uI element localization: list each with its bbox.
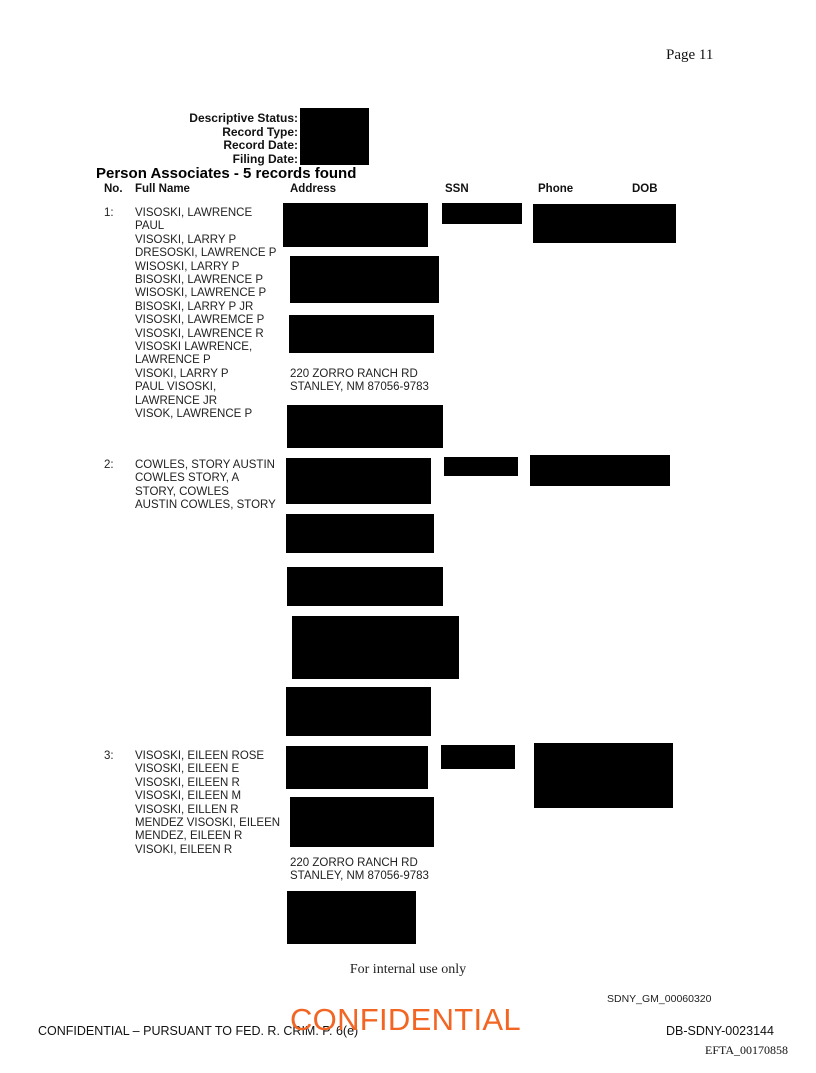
name-entry: WISOSKI, LARRY P bbox=[135, 260, 240, 273]
name-entry: AUSTIN COWLES, STORY bbox=[135, 499, 276, 512]
name-entry: BISOSKI, LAWRENCE P bbox=[135, 274, 264, 287]
name-entry: STORY, COWLES bbox=[135, 485, 229, 498]
name-entry: MENDEZ VISOSKI, EILEEN bbox=[135, 817, 281, 830]
internal-use-note: For internal use only bbox=[349, 962, 467, 977]
redaction-block bbox=[534, 743, 673, 808]
address-line: STANLEY, NM 87056-9783 bbox=[290, 870, 429, 883]
name-entry: LAWRENCE JR bbox=[135, 394, 217, 407]
redaction-block bbox=[441, 745, 515, 769]
redaction-block bbox=[286, 746, 428, 789]
name-entry: VISOSKI LAWRENCE, bbox=[135, 341, 253, 354]
redaction-block bbox=[286, 687, 431, 736]
address-line: 220 ZORRO RANCH RD bbox=[290, 368, 418, 380]
name-entry: VISOSKI, EILEEN R bbox=[135, 776, 240, 789]
name-entry: VISOSKI, LAWRENCE R bbox=[135, 327, 264, 340]
name-entry: VISOSKI, EILLEN R bbox=[135, 803, 239, 816]
redaction-block bbox=[442, 203, 522, 224]
record-metadata-labels bbox=[150, 112, 298, 166]
record-date-label: Record Date: bbox=[223, 138, 298, 152]
redaction-block bbox=[290, 256, 439, 303]
name-entry: PAUL VISOSKI, bbox=[135, 381, 217, 394]
redaction-block bbox=[283, 203, 428, 247]
redaction-block bbox=[287, 567, 443, 606]
redaction-block bbox=[286, 514, 434, 553]
name-entry: VISOSKI, EILEEN E bbox=[135, 763, 240, 776]
name-entry: PAUL bbox=[135, 220, 165, 233]
redaction-block bbox=[444, 457, 518, 476]
record-address bbox=[290, 857, 429, 884]
record-names bbox=[135, 459, 276, 513]
name-entry: VISOSKI, LAWRENCE bbox=[135, 207, 253, 219]
name-entry: WISOSKI, LAWRENCE P bbox=[135, 287, 267, 300]
name-entry: VISOSKI, LAWREMCE P bbox=[135, 314, 265, 327]
name-entry: VISOSKI, LARRY P bbox=[135, 233, 237, 246]
name-entry: COWLES STORY, A bbox=[135, 472, 240, 485]
name-entry: VISOKI, EILEEN R bbox=[135, 843, 233, 856]
redaction-block bbox=[286, 458, 431, 504]
efta-number: EFTA_00170858 bbox=[705, 1043, 789, 1057]
record-number: 3: bbox=[104, 750, 114, 762]
redaction-block bbox=[289, 315, 434, 353]
confidential-stamp: CONFIDENTIAL bbox=[290, 1002, 521, 1037]
column-header-ssn: SSN bbox=[445, 183, 469, 195]
record-address bbox=[290, 368, 429, 395]
redaction-block bbox=[292, 616, 459, 679]
column-header-no: No. bbox=[104, 183, 123, 195]
name-entry: VISOSKI, EILEEN ROSE bbox=[135, 750, 265, 762]
record-number: 2: bbox=[104, 459, 114, 471]
column-header-address: Address bbox=[290, 183, 337, 195]
redaction-block bbox=[530, 455, 670, 486]
address-line: STANLEY, NM 87056-9783 bbox=[290, 381, 429, 394]
filing-date-label: Filing Date: bbox=[232, 151, 298, 166]
name-entry: COWLES, STORY AUSTIN bbox=[135, 459, 275, 471]
column-header-dob: DOB bbox=[632, 183, 658, 195]
name-entry: VISOK, LAWRENCE P bbox=[135, 408, 253, 421]
redaction-block bbox=[290, 797, 434, 847]
bates-number-db: DB-SDNY-0023144 bbox=[666, 1024, 774, 1038]
name-entry: MENDEZ, EILEEN R bbox=[135, 830, 243, 843]
name-entry: VISOKI, LARRY P bbox=[135, 367, 229, 380]
record-names bbox=[135, 207, 276, 422]
record-names bbox=[135, 750, 280, 857]
redaction-block bbox=[533, 204, 676, 243]
address-line: 220 ZORRO RANCH RD bbox=[290, 857, 418, 869]
redaction-block bbox=[287, 405, 443, 448]
bates-number-gm: SDNY_GM_00060320 bbox=[607, 993, 712, 1005]
descriptive-status-label: Descriptive Status: bbox=[189, 111, 298, 125]
column-header-full-name: Full Name bbox=[135, 183, 190, 195]
redaction-block bbox=[287, 891, 416, 944]
name-entry: VISOSKI, EILEEN M bbox=[135, 790, 242, 803]
name-entry: DRESOSKI, LAWRENCE P bbox=[135, 247, 277, 260]
record-number: 1: bbox=[104, 207, 114, 219]
section-title: Person Associates - 5 records found bbox=[96, 165, 357, 182]
page-number: Page 11 bbox=[666, 47, 714, 63]
name-entry: BISOSKI, LARRY P JR bbox=[135, 300, 254, 313]
record-type-label: Record Type: bbox=[222, 124, 298, 139]
column-header-phone: Phone bbox=[538, 183, 574, 195]
confidential-notice: CONFIDENTIAL – PURSUANT TO FED. R. CRIM. P. 6(e) bbox=[38, 1024, 359, 1038]
redaction-block bbox=[300, 108, 369, 165]
name-entry: LAWRENCE P bbox=[135, 354, 211, 367]
